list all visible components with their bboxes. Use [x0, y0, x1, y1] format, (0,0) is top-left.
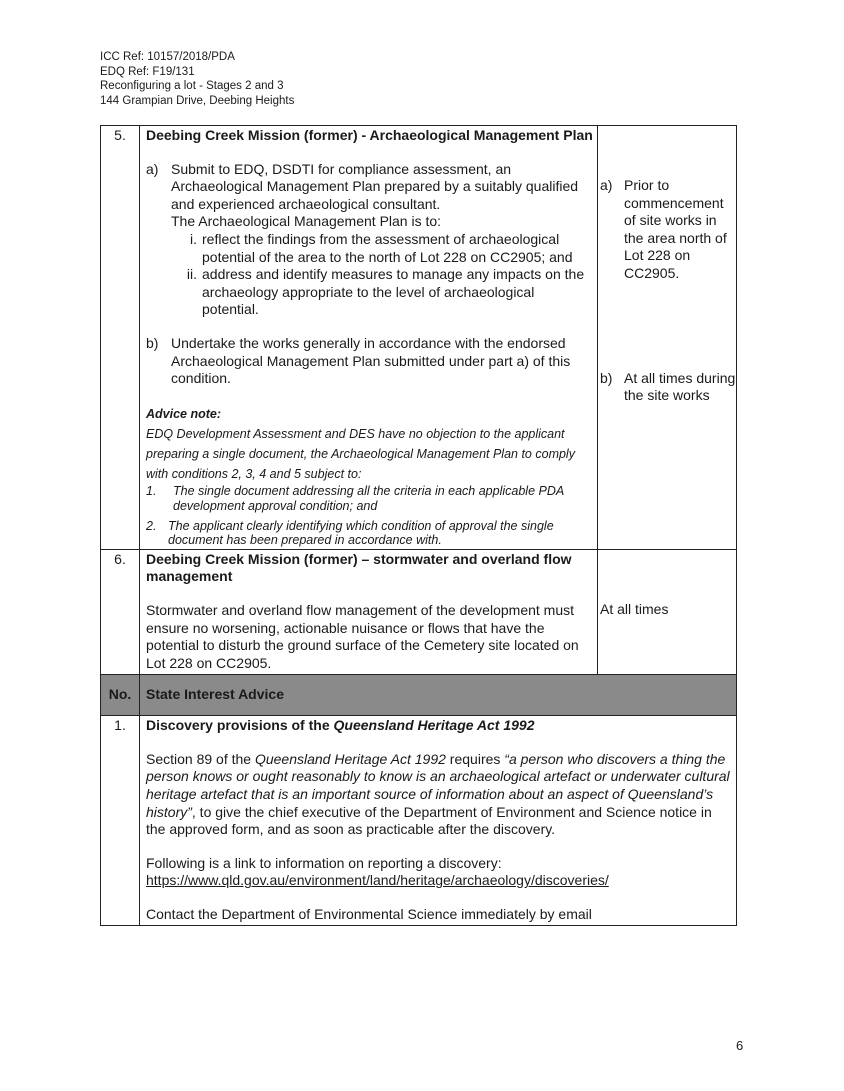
timing-b: b) At all times during the site works — [600, 369, 736, 404]
state-interest-header-row — [101, 675, 737, 716]
condition-number-cell — [101, 549, 140, 675]
list-item: 1. The single document addressing all the criteria in each applicable PDA development approval condition; and — [146, 483, 564, 513]
advice-paragraph: Section 89 of the Queensland Heritage Act 1992 requires “a person who discovers a thing the person knows or ought reasonably to know is an archaeological artefact or underwater cultural heritage artefact that is an important source of information about an aspect of Queensland’s history”, to give the chief executive of the Department of Environment and Science notice in the approved form, and as soon as practicable after the discovery. — [146, 750, 730, 838]
condition-title: Deebing Creek Mission (former) – stormwater and overland flow management — [146, 550, 572, 585]
condition-number: 5. — [114, 127, 126, 143]
part-label: a) — [146, 160, 159, 177]
site-address: 144 Grampian Drive, Deebing Heights — [100, 94, 295, 107]
timing-a: a) Prior to commencement of site works in the area north of Lot 228 on CC2905. — [600, 177, 727, 281]
part-a-text: Submit to EDQ, DSDTI for compliance assessment, an Archaeological Management Plan prepared by a suitably qualified and experienced archaeological consultant. — [171, 160, 579, 212]
application-description: Reconfiguring a lot - Stages 2 and 3 — [100, 80, 284, 92]
advice-body — [140, 716, 737, 925]
column-header-no: No. — [101, 675, 140, 716]
condition-text: Stormwater and overland flow management of the development must ensure no worsening, actionable nuisance or flows that have the potential to disturb the ground surface of the Cemetery site located on Lot 228 on CC2905. — [146, 601, 579, 671]
column-header-advice: State Interest Advice — [140, 675, 737, 716]
advice-number-cell — [101, 716, 140, 925]
edq-reference: EDQ Ref: F19/131 — [100, 65, 195, 78]
discovery-link[interactable]: https://www.qld.gov.au/environment/land/heritage/archaeology/discoveries/ — [146, 872, 609, 889]
list-item: 2. The applicant clearly identifying which condition of approval the single document has been prepared in accordance with. — [146, 518, 554, 547]
condition-row — [101, 126, 737, 550]
link-intro: Following is a link to information on reporting a discovery: — [146, 854, 502, 871]
page-number: 6 — [736, 1038, 744, 1053]
condition-part-a — [146, 161, 593, 319]
conditions-table — [100, 125, 737, 926]
document-header — [100, 50, 294, 108]
advice-heading: Advice note: — [146, 406, 222, 421]
condition-title: Deebing Creek Mission (former) - Archaeological Management Plan — [146, 127, 593, 143]
condition-number: 6. — [114, 550, 126, 567]
contact-text: Contact the Department of Environmental Science immediately by email — [146, 906, 592, 923]
list-item: i. reflect the findings from the assessment of archaeological potential of the area to the north of Lot 228 on CC2905; and — [190, 230, 573, 265]
part-a-intro: The Archaeological Management Plan is to: — [171, 213, 442, 230]
list-item: ii. address and identify measures to manage any impacts on the archaeology appropriate to the level of archaeological potential. — [186, 266, 585, 318]
part-label: b) — [146, 334, 159, 351]
advice-number: 1. — [114, 717, 126, 734]
icc-reference: ICC Ref: 10157/2018/PDA — [100, 51, 235, 63]
state-interest-row — [101, 716, 737, 925]
timing-text: At all times — [600, 600, 669, 617]
timing-cell — [598, 126, 737, 550]
condition-part-b — [146, 335, 593, 388]
condition-body — [140, 126, 598, 550]
timing-cell — [598, 549, 737, 675]
condition-body — [140, 549, 598, 675]
condition-number-cell — [101, 126, 140, 550]
advice-title: Discovery provisions of the Queensland Heritage Act 1992 — [146, 717, 535, 734]
advice-note — [146, 404, 593, 547]
advice-text: EDQ Development Assessment and DES have no objection to the applicant preparing a single document, the Archaeological Management Plan to comply with conditions 2, 3, 4 and 5 subject to: — [146, 426, 575, 481]
part-b-text: Undertake the works generally in accordance with the endorsed Archaeological Management Plan submitted under part a) of this condition. — [171, 334, 571, 387]
condition-row — [101, 549, 737, 675]
